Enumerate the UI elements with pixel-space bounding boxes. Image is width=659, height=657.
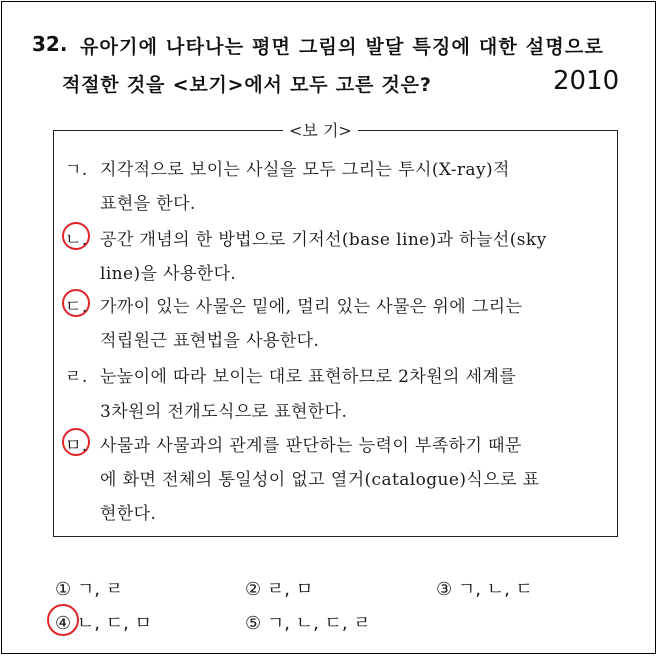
choice-5[interactable] xyxy=(245,609,371,635)
item-nieun-line-2: line)을 사용한다. xyxy=(100,264,237,284)
question-year: 2010 xyxy=(553,66,620,96)
item-rieul-line-1: 눈높이에 따라 보이는 대로 표현하므로 2차원의 세계를 xyxy=(100,367,517,387)
choice-3-number: ③ xyxy=(436,579,453,600)
item-digeut-line-1: 가까이 있는 사물은 밑에, 멀리 있는 사물은 위에 그리는 xyxy=(100,297,523,317)
question-text-line-1: 유아기에 나타나는 평면 그림의 발달 특징에 대한 설명으로 xyxy=(80,36,605,58)
item-marker-mieum: ㅁ. xyxy=(65,436,88,456)
item-mieum-line-3: 현한다. xyxy=(100,504,157,524)
choice-4-number: ④ xyxy=(55,613,72,634)
item-giyeok-line-1: 지각적으로 보이는 사실을 모두 그리는 투시(X-ray)적 xyxy=(100,160,510,180)
item-mieum-line-2: 에 화면 전체의 통일성이 없고 열거(catalogue)식으로 표 xyxy=(100,470,540,490)
example-box-title: <보 기> xyxy=(283,118,358,141)
item-giyeok-line-2: 표현을 한다. xyxy=(100,194,196,214)
choice-3[interactable] xyxy=(436,575,533,601)
choice-3-text: ㄱ, ㄴ, ㄷ xyxy=(457,579,533,600)
choice-1[interactable] xyxy=(55,575,123,601)
item-digeut-line-2: 적립원근 표현법을 사용한다. xyxy=(100,331,320,351)
choice-1-text: ㄱ, ㄹ xyxy=(76,579,124,600)
item-marker-nieun: ㄴ. xyxy=(65,230,88,250)
choice-2-number: ② xyxy=(245,579,262,600)
choice-5-text: ㄱ, ㄴ, ㄷ, ㄹ xyxy=(266,613,371,634)
item-marker-digeut: ㄷ. xyxy=(65,297,88,317)
item-marker-giyeok: ㄱ. xyxy=(65,160,88,180)
question-number: 32. xyxy=(32,32,68,56)
item-marker-rieul: ㄹ. xyxy=(65,367,88,387)
question-text-line-2: 적절한 것을 <보기>에서 모두 고른 것은? xyxy=(62,74,432,96)
item-rieul-line-2: 3차원의 전개도식으로 표현한다. xyxy=(100,402,348,422)
choice-2-text: ㄹ, ㅁ xyxy=(266,579,314,600)
choice-4[interactable] xyxy=(55,609,152,635)
item-mieum-line-1: 사물과 사물과의 관계를 판단하는 능력이 부족하기 때문 xyxy=(100,436,522,456)
choice-2[interactable] xyxy=(245,575,313,601)
choice-4-text: ㄴ, ㄷ, ㅁ xyxy=(76,613,152,634)
item-nieun-line-1: 공간 개념의 한 방법으로 기저선(base line)과 하늘선(sky xyxy=(100,230,547,250)
choice-5-number: ⑤ xyxy=(245,613,262,634)
choice-1-number: ① xyxy=(55,579,72,600)
